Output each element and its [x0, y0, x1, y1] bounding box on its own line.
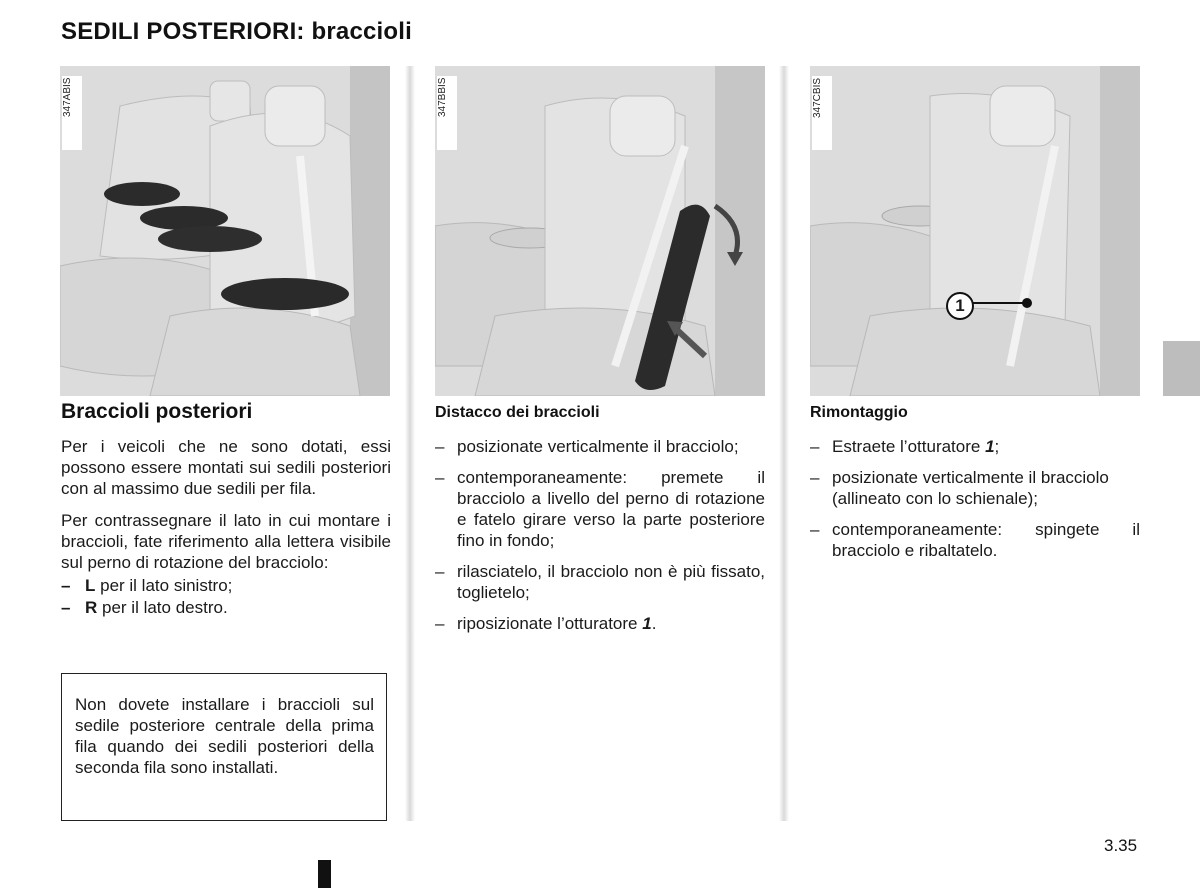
list-item	[435, 436, 765, 457]
side-list	[61, 575, 391, 619]
seat-illustration	[810, 66, 1140, 396]
figure-code: 347ABIS	[62, 76, 82, 150]
dash: –	[435, 562, 445, 581]
dash: –	[435, 437, 445, 456]
figure-armrest-refit	[810, 66, 1140, 396]
item-text: contemporaneamente: spingete il bracciolo e ribaltatelo.	[832, 520, 1140, 560]
list-item	[435, 561, 765, 603]
column-1	[61, 400, 391, 619]
paragraph: Per i veicoli che ne sono dotati, essi possono essere montati sui sedili posteriori con al massimo due sedili per fila.	[61, 437, 391, 498]
item-text: Estraete l’otturatore	[832, 437, 986, 456]
section-heading: Rimontaggio	[810, 404, 908, 421]
item-reference: 1	[642, 614, 652, 633]
steps-list	[810, 436, 1140, 561]
dash: –	[810, 468, 820, 487]
side-text: per il lato destro.	[97, 598, 228, 617]
item-text: posizionate verticalmente il bracciolo (allineato con lo schienale);	[832, 468, 1109, 508]
list-item	[810, 519, 1140, 561]
page-title: SEDILI POSTERIORI: braccioli	[61, 18, 412, 45]
dash: –	[435, 614, 445, 633]
column-divider	[779, 66, 789, 821]
figure-code: 347CBIS	[812, 76, 832, 150]
item-text-end: ;	[994, 437, 1000, 456]
section-heading: Distacco dei braccioli	[435, 404, 600, 421]
side-letter: R	[85, 598, 98, 617]
list-item	[435, 613, 765, 634]
section-heading: Braccioli posteriori	[61, 400, 253, 423]
page-number: 3.35	[1104, 836, 1138, 855]
list-item	[810, 467, 1140, 509]
item-text: rilasciatelo, il bracciolo non è più fissato, toglietelo;	[457, 562, 765, 602]
dash: –	[810, 437, 820, 456]
dash: –	[61, 598, 71, 617]
dash: –	[435, 468, 445, 487]
callout-1: 1	[946, 292, 974, 320]
list-item	[61, 575, 391, 597]
seat-illustration	[60, 66, 390, 396]
item-text: contemporaneamente: premete il bracciolo a livello del perno di rotazione e fatelo girare verso la parte posteriore fino in fondo;	[457, 468, 765, 550]
figure-armrests-mounted	[60, 66, 390, 396]
item-text: riposizionate l’otturatore	[457, 614, 643, 633]
side-text: per il lato sinistro;	[95, 576, 233, 595]
paragraph: Per contrassegnare il lato in cui montare i braccioli, fate riferimento alla lettera visibile sul perno di rotazione del bracciolo:	[61, 511, 391, 572]
column-3	[810, 400, 1140, 571]
dash: –	[61, 576, 71, 595]
list-item	[61, 597, 391, 619]
notice-text: Non dovete installare i braccioli sul sedile posteriore centrale della prima fila quando dei sedili posteriori della seconda fila sono installati.	[75, 695, 374, 777]
list-item	[435, 467, 765, 551]
steps-list	[435, 436, 765, 634]
section-tab	[1163, 341, 1200, 396]
item-text: posizionate verticalmente il bracciolo;	[457, 437, 739, 456]
item-reference: 1	[985, 437, 995, 456]
dash: –	[810, 520, 820, 539]
print-mark	[318, 860, 331, 888]
notice-box	[61, 673, 387, 821]
seat-illustration	[435, 66, 765, 396]
figure-armrest-removal	[435, 66, 765, 396]
side-letter: L	[85, 576, 96, 595]
item-text-end: .	[651, 614, 657, 633]
list-item	[810, 436, 1140, 457]
column-divider	[405, 66, 415, 821]
column-2	[435, 400, 765, 644]
figure-code: 347BBIS	[437, 76, 457, 150]
